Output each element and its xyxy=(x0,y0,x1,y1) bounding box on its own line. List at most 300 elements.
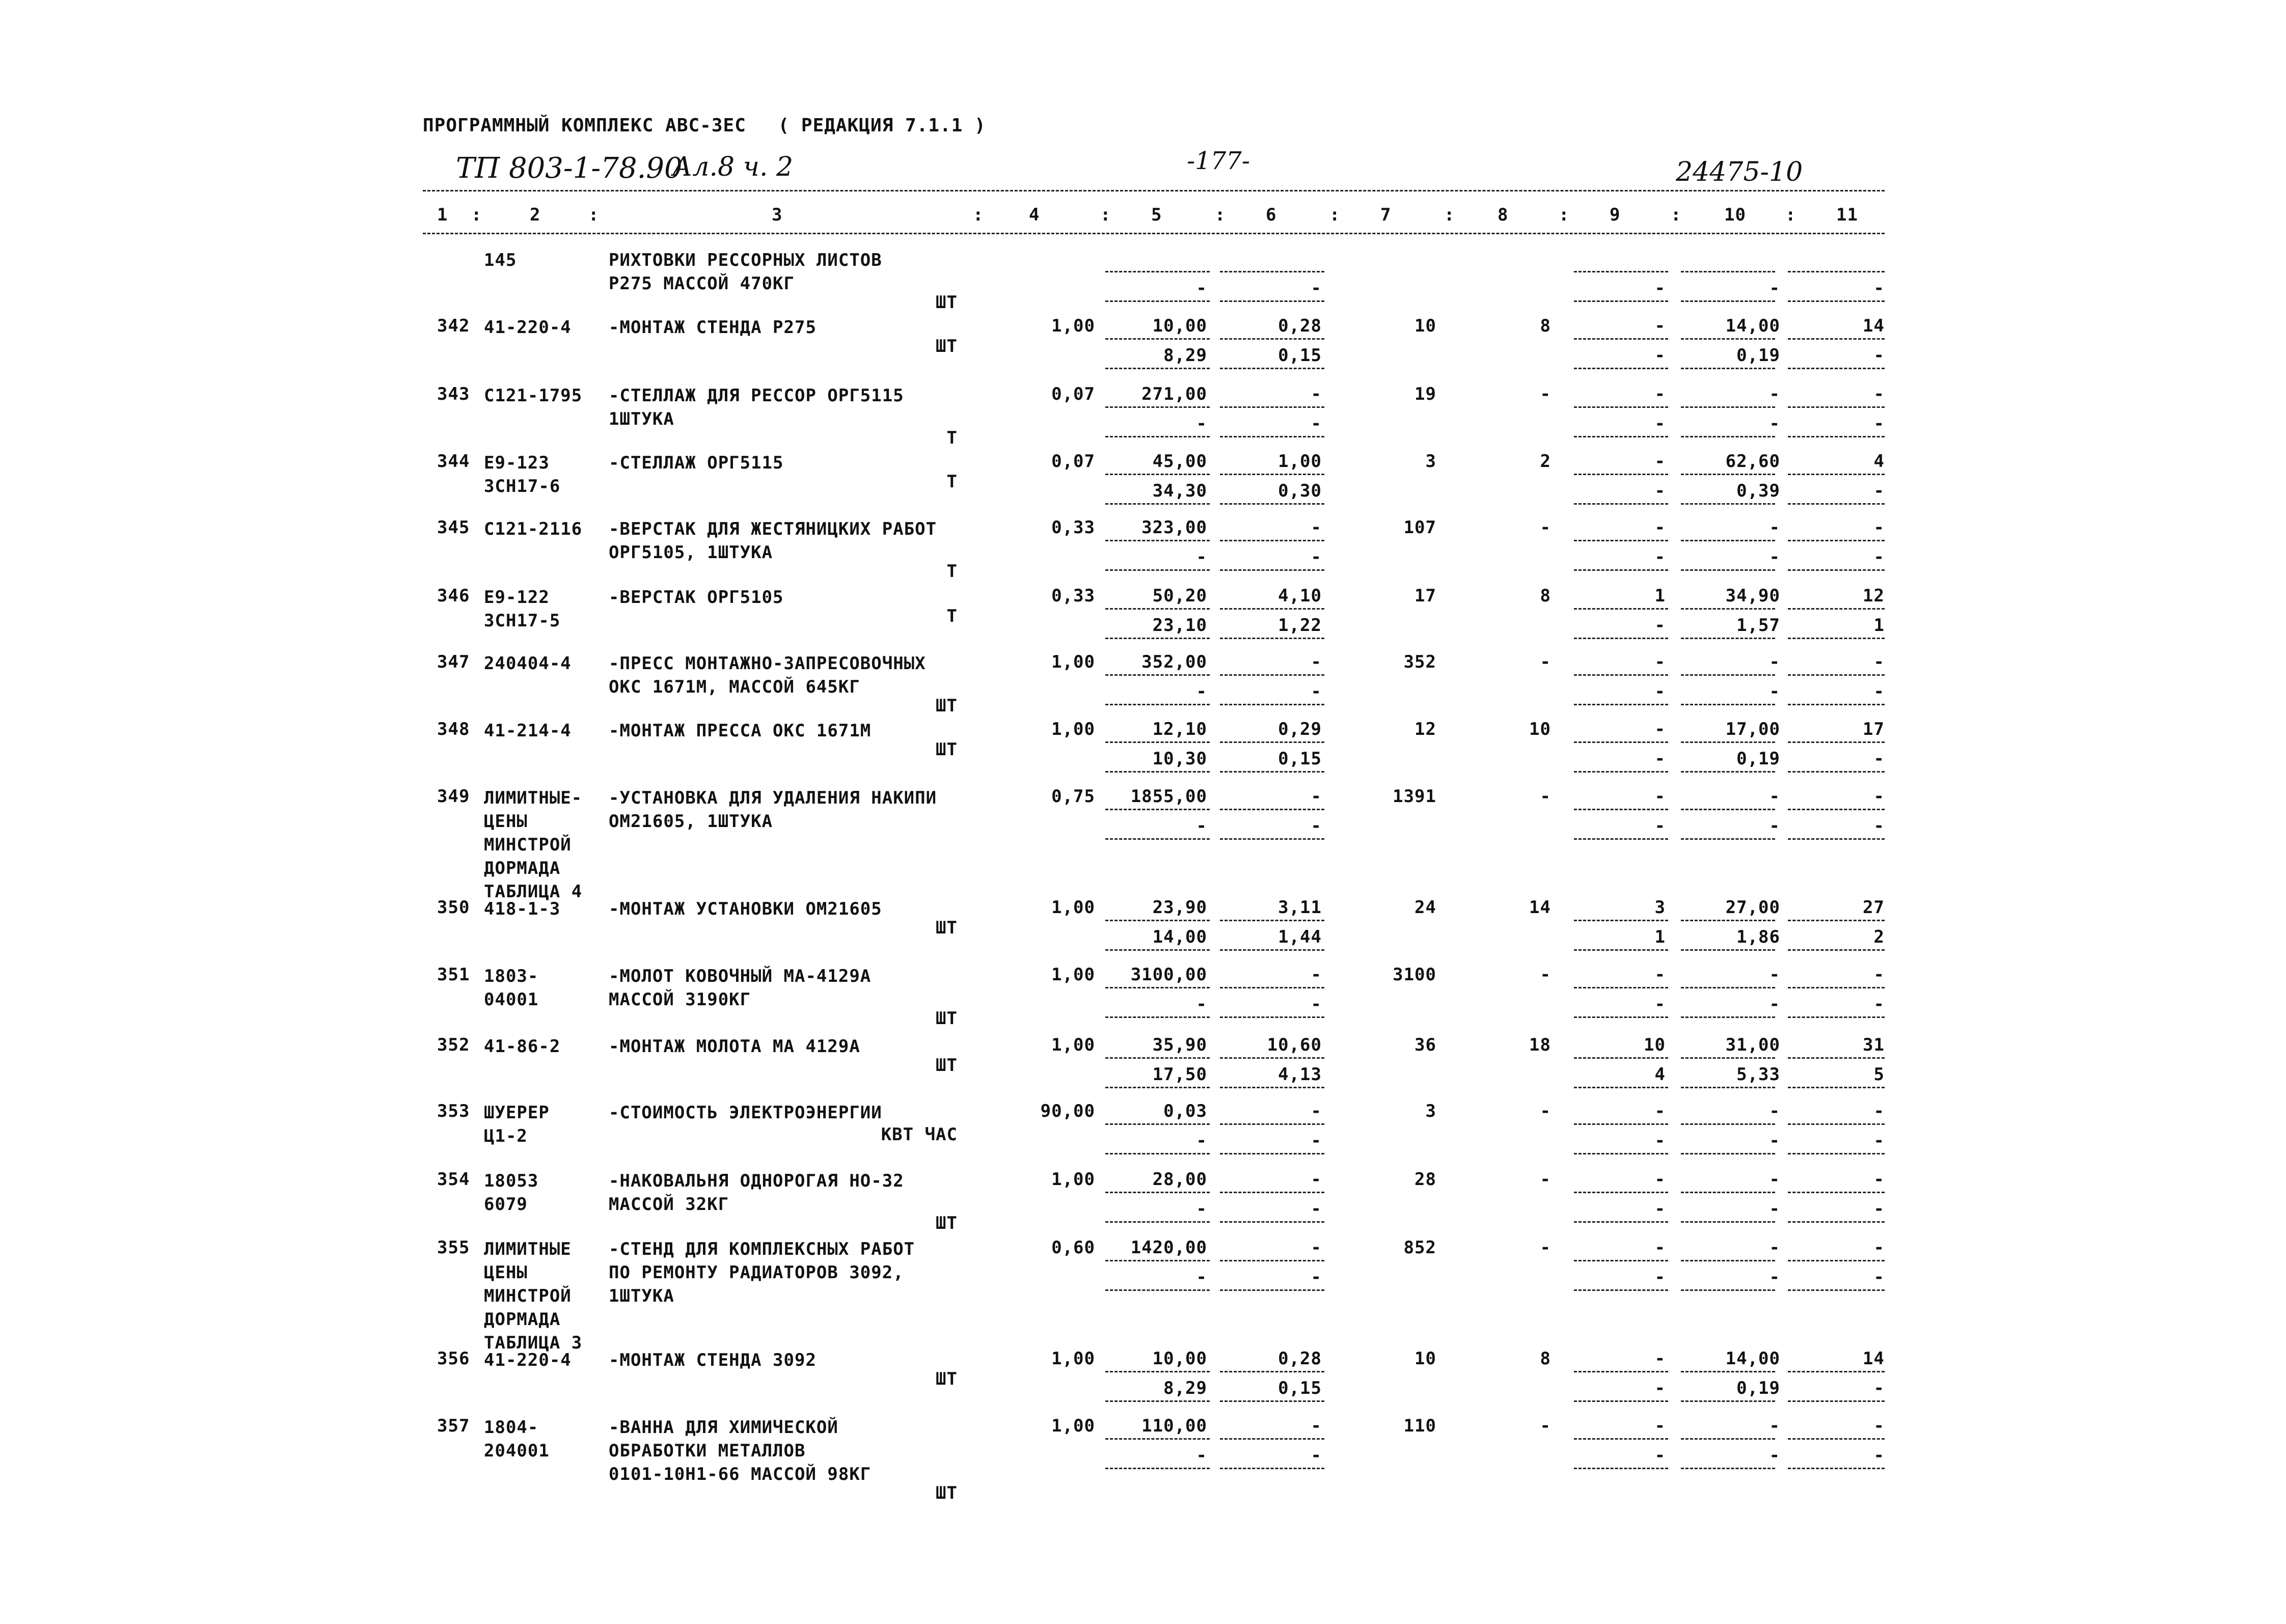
unit: Т xyxy=(946,561,958,582)
divider-line xyxy=(1788,503,1885,505)
item-code xyxy=(484,719,572,742)
divider-line xyxy=(1574,338,1668,340)
divider-line xyxy=(1105,741,1210,743)
col-7-value: 12 xyxy=(1414,719,1436,739)
item-name xyxy=(609,1416,871,1486)
col-11-secondary: - xyxy=(1873,481,1885,501)
col-10-secondary: 5,33 xyxy=(1736,1064,1780,1085)
col-9-value: - xyxy=(1654,517,1666,538)
col-10-secondary: - xyxy=(1769,278,1780,298)
col-sep: : xyxy=(1444,205,1455,225)
item-code xyxy=(484,384,582,407)
divider-line xyxy=(1105,1468,1210,1469)
divider-line xyxy=(1220,741,1324,743)
divider-line xyxy=(1105,949,1210,951)
item-name-line: -СТЕЛЛАЖ ДЛЯ РЕССОР ОРГ5115 xyxy=(609,386,904,406)
quantity: 1,00 xyxy=(1051,1416,1095,1436)
col-9-secondary: - xyxy=(1654,414,1666,434)
col-5-value: 50,20 xyxy=(1152,586,1207,606)
col-8-value: - xyxy=(1540,652,1551,672)
col-9-value: - xyxy=(1654,1348,1666,1369)
divider-line xyxy=(1105,368,1210,369)
divider-line xyxy=(1788,1057,1885,1059)
unit: ШТ xyxy=(936,1483,958,1503)
divider-line xyxy=(1220,436,1324,437)
item-code xyxy=(484,586,560,632)
divider-line xyxy=(1574,1123,1668,1125)
col-11-value: 27 xyxy=(1863,897,1885,918)
item-code-line: 145 xyxy=(484,250,517,270)
divider-line xyxy=(1681,838,1775,840)
unit: Т xyxy=(946,472,958,492)
item-name-line: -СТЕЛЛАЖ ОРГ5115 xyxy=(609,453,784,473)
col-7-value: 10 xyxy=(1414,316,1436,336)
divider-line xyxy=(1574,1371,1668,1372)
col-7-value: 110 xyxy=(1403,1416,1436,1436)
col-10-value: 14,00 xyxy=(1725,316,1780,336)
col-9-value: - xyxy=(1654,786,1666,807)
col-10-secondary: 0,19 xyxy=(1736,749,1780,769)
col-9-secondary: 4 xyxy=(1654,1064,1666,1085)
divider-line xyxy=(1105,436,1210,437)
divider-line xyxy=(1105,771,1210,773)
col-7-value: 36 xyxy=(1414,1035,1436,1055)
divider-line xyxy=(1574,1289,1668,1291)
col-5-value: 352,00 xyxy=(1141,652,1207,672)
divider-line xyxy=(1681,638,1775,639)
divider-line xyxy=(1788,920,1885,921)
col-10-value: 14,00 xyxy=(1725,1348,1780,1369)
item-name-line: ОМ21605, 1ШТУКА xyxy=(609,811,773,832)
col-6-secondary: 1,22 xyxy=(1278,615,1322,636)
col-11-value: 17 xyxy=(1863,719,1885,739)
col-9-value: - xyxy=(1654,965,1666,985)
divider-line xyxy=(1681,1016,1775,1018)
divider-line xyxy=(1574,300,1668,302)
col-8-value: 8 xyxy=(1540,316,1551,336)
divider-line xyxy=(1220,1192,1324,1193)
col-6-secondary: - xyxy=(1311,278,1322,298)
item-name xyxy=(609,1237,915,1308)
divider-line xyxy=(1788,1087,1885,1088)
col-7-value: 3100 xyxy=(1393,965,1436,985)
col-8-value: 14 xyxy=(1529,897,1551,918)
item-name xyxy=(609,719,871,742)
quantity: 1,00 xyxy=(1051,1348,1095,1369)
item-code-line: МИНСТРОЙ xyxy=(484,1286,572,1306)
unit: ШТ xyxy=(936,1213,958,1233)
divider-line xyxy=(1681,608,1775,610)
col-10-value: - xyxy=(1769,1101,1780,1121)
divider-line xyxy=(1105,1057,1210,1059)
unit: КВТ ЧАС xyxy=(881,1124,958,1145)
divider-line xyxy=(1220,540,1324,541)
divider-line xyxy=(1574,949,1668,951)
col-sep: : xyxy=(588,205,600,225)
col-8: 8 xyxy=(1498,205,1509,225)
col-10-secondary: - xyxy=(1769,414,1780,434)
col-5-value: 3100,00 xyxy=(1130,965,1207,985)
divider-line xyxy=(1220,674,1324,676)
divider-line xyxy=(1105,271,1210,272)
divider-line xyxy=(1574,1192,1668,1193)
divider-line xyxy=(1788,1153,1885,1154)
quantity: 1,00 xyxy=(1051,1169,1095,1190)
col-8-value: - xyxy=(1540,517,1551,538)
item-name-line: -ПРЕСС МОНТАЖНО-ЗАПРЕСОВОЧНЫХ xyxy=(609,653,926,674)
col-7-value: 3 xyxy=(1425,451,1436,472)
col-9-secondary: - xyxy=(1654,1267,1666,1287)
divider-line xyxy=(1220,1438,1324,1440)
item-code xyxy=(484,897,560,921)
col-11-secondary: - xyxy=(1873,681,1885,702)
divider-line xyxy=(1681,920,1775,921)
divider-line xyxy=(1788,436,1885,437)
item-name xyxy=(609,1101,882,1124)
quantity: 0,07 xyxy=(1051,384,1095,404)
row-number: 349 xyxy=(437,786,470,807)
col-11-secondary: - xyxy=(1873,345,1885,366)
col-5-secondary: - xyxy=(1196,1267,1207,1287)
col-6-secondary: - xyxy=(1311,1445,1322,1466)
divider-line xyxy=(1574,271,1668,272)
col-11-value: - xyxy=(1873,965,1885,985)
divider-line xyxy=(1788,1192,1885,1193)
col-11-secondary: 1 xyxy=(1873,615,1885,636)
col-10-secondary: - xyxy=(1769,1445,1780,1466)
divider-line xyxy=(1788,1371,1885,1372)
divider-line xyxy=(1788,1123,1885,1125)
divider-line xyxy=(1681,1221,1775,1223)
unit: ШТ xyxy=(936,336,958,356)
divider-line xyxy=(1788,1260,1885,1261)
col-5-value: 10,00 xyxy=(1152,316,1207,336)
col-11-secondary: - xyxy=(1873,749,1885,769)
item-name xyxy=(609,316,817,339)
divider-line xyxy=(1220,271,1324,272)
quantity: 1,00 xyxy=(1051,719,1095,739)
divider-line xyxy=(1105,569,1210,571)
divider-line xyxy=(1105,704,1210,705)
col-8-value: - xyxy=(1540,786,1551,807)
item-name xyxy=(609,586,784,609)
item-name xyxy=(609,652,926,699)
item-code xyxy=(484,1169,538,1216)
col-11-secondary: - xyxy=(1873,1445,1885,1466)
divider-line xyxy=(1220,406,1324,408)
col-7-value: 19 xyxy=(1414,384,1436,404)
divider-line xyxy=(1574,674,1668,676)
unit: Т xyxy=(946,606,958,626)
item-name-line: МАССОЙ 32КГ xyxy=(609,1194,729,1215)
unit: ШТ xyxy=(936,1008,958,1029)
divider-line xyxy=(1574,741,1668,743)
unit: Т xyxy=(946,428,958,448)
col-1: 1 xyxy=(437,205,448,225)
unit: ШТ xyxy=(936,918,958,938)
col-9-value: - xyxy=(1654,384,1666,404)
col-9-value: - xyxy=(1654,719,1666,739)
divider-line xyxy=(1105,638,1210,639)
col-10-value: 27,00 xyxy=(1725,897,1780,918)
col-5-value: 10,00 xyxy=(1152,1348,1207,1369)
item-name-line: -ВАННА ДЛЯ ХИМИЧЕСКОЙ xyxy=(609,1417,838,1438)
item-code-line: Е9-122 xyxy=(484,587,550,608)
divider-line xyxy=(1681,300,1775,302)
col-10-value: 31,00 xyxy=(1725,1035,1780,1055)
divider-line xyxy=(1105,920,1210,921)
col-9-value: - xyxy=(1654,652,1666,672)
item-name xyxy=(609,249,882,295)
item-code-line: С121-1795 xyxy=(484,386,583,406)
item-name-line: ПО РЕМОНТУ РАДИАТОРОВ 3092, xyxy=(609,1262,904,1283)
row-number: 351 xyxy=(437,965,470,985)
col-sep: : xyxy=(1559,205,1570,225)
col-5-secondary: - xyxy=(1196,681,1207,702)
col-8-value: - xyxy=(1540,384,1551,404)
divider-line xyxy=(1788,741,1885,743)
col-8-value: 18 xyxy=(1529,1035,1551,1055)
divider-line xyxy=(1574,1221,1668,1223)
col-7-value: 3 xyxy=(1425,1101,1436,1121)
divider-line xyxy=(1788,608,1885,610)
divider-line xyxy=(1574,1057,1668,1059)
divider-line xyxy=(1574,638,1668,639)
divider-line xyxy=(1574,436,1668,437)
divider-line xyxy=(1105,474,1210,475)
divider-line xyxy=(1788,838,1885,840)
col-10-secondary: - xyxy=(1769,1131,1780,1151)
divider-line xyxy=(1788,987,1885,988)
col-11-value: - xyxy=(1873,384,1885,404)
col-10-value: 34,90 xyxy=(1725,586,1780,606)
col-9: 9 xyxy=(1610,205,1621,225)
divider-line xyxy=(1681,674,1775,676)
divider-line xyxy=(1105,809,1210,810)
divider-line xyxy=(1105,838,1210,840)
col-6-value: 0,28 xyxy=(1278,1348,1322,1369)
col-5-value: 45,00 xyxy=(1152,451,1207,472)
divider-line xyxy=(1574,569,1668,571)
divider-line xyxy=(1220,1087,1324,1088)
row-number: 348 xyxy=(437,719,470,739)
divider-line xyxy=(1220,704,1324,705)
divider-line xyxy=(1681,474,1775,475)
divider-line xyxy=(1788,271,1885,272)
divider-line xyxy=(1681,569,1775,571)
col-sep: : xyxy=(1671,205,1682,225)
item-name xyxy=(609,1169,904,1216)
divider-line xyxy=(1681,368,1775,369)
divider-line xyxy=(1220,920,1324,921)
item-name-line: -СТЕНД ДЛЯ КОМПЛЕКСНЫХ РАБОТ xyxy=(609,1239,915,1259)
quantity: 0,75 xyxy=(1051,786,1095,807)
col-sep: : xyxy=(1329,205,1341,225)
col-6-value: - xyxy=(1311,965,1322,985)
col-5-secondary: - xyxy=(1196,1445,1207,1466)
col-6-value: 0,29 xyxy=(1278,719,1322,739)
divider-line xyxy=(1681,1400,1775,1402)
col-6-secondary: - xyxy=(1311,681,1322,702)
divider-line xyxy=(1105,608,1210,610)
col-6-secondary: 0,30 xyxy=(1278,481,1322,501)
quantity: 1,00 xyxy=(1051,1035,1095,1055)
col-11-value: 4 xyxy=(1873,451,1885,472)
col-6-secondary: - xyxy=(1311,816,1322,836)
item-name-line: -МОНТАЖ СТЕНДА Р275 xyxy=(609,317,817,338)
item-code-line: 41-220-4 xyxy=(484,317,572,338)
col-5-value: 110,00 xyxy=(1141,1416,1207,1436)
col-9-secondary: - xyxy=(1654,681,1666,702)
col-11-secondary: - xyxy=(1873,994,1885,1014)
col-6-secondary: - xyxy=(1311,1199,1322,1219)
divider-line xyxy=(1574,771,1668,773)
item-code xyxy=(484,965,538,1011)
col-5-secondary: 14,00 xyxy=(1152,927,1207,947)
divider-line xyxy=(1105,1438,1210,1440)
item-code xyxy=(484,451,560,498)
divider-line xyxy=(1220,1468,1324,1469)
row-number: 347 xyxy=(437,652,470,672)
item-code-line: ДОРМАДА xyxy=(484,1309,561,1330)
doc-code: ТП 803-1-78.90 xyxy=(456,152,683,185)
col-10: 10 xyxy=(1724,205,1746,225)
item-code xyxy=(484,1416,550,1463)
col-6-value: - xyxy=(1311,1237,1322,1258)
col-6-value: - xyxy=(1311,786,1322,807)
col-5-value: 0,03 xyxy=(1163,1101,1207,1121)
edition-label: ( РЕДАКЦИЯ 7.1.1 ) xyxy=(778,115,986,136)
item-code-line: Е9-123 xyxy=(484,453,550,473)
divider-line xyxy=(1220,638,1324,639)
col-5-secondary: 8,29 xyxy=(1163,345,1207,366)
row-number: 356 xyxy=(437,1348,470,1369)
col-9-secondary: - xyxy=(1654,345,1666,366)
divider-line xyxy=(1681,1123,1775,1125)
col-11-value: - xyxy=(1873,1101,1885,1121)
item-code-line: 18053 xyxy=(484,1171,539,1191)
divider-line xyxy=(1105,540,1210,541)
item-code xyxy=(484,1348,572,1372)
item-name xyxy=(609,965,871,1011)
item-name-line: -СТОИМОСТЬ ЭЛЕКТРОЭНЕРГИИ xyxy=(609,1103,882,1123)
divider-line xyxy=(1574,1438,1668,1440)
col-10-secondary: - xyxy=(1769,994,1780,1014)
divider-line xyxy=(1220,1016,1324,1018)
col-9-secondary: - xyxy=(1654,615,1666,636)
divider-line xyxy=(1574,1468,1668,1469)
item-code xyxy=(484,517,582,541)
item-name-line: 0101-10Н1-66 МАССОЙ 98КГ xyxy=(609,1464,872,1484)
divider-line xyxy=(1105,1016,1210,1018)
col-8-value: 2 xyxy=(1540,451,1551,472)
divider-line xyxy=(1574,920,1668,921)
col-11-value: - xyxy=(1873,1416,1885,1436)
col-11-value: - xyxy=(1873,1169,1885,1190)
divider-line xyxy=(1574,704,1668,705)
divider-line xyxy=(1574,809,1668,810)
item-name xyxy=(609,1035,860,1058)
col-11-value: 12 xyxy=(1863,586,1885,606)
divider-line xyxy=(1105,1260,1210,1261)
divider-line xyxy=(1681,406,1775,408)
divider-line xyxy=(1220,809,1324,810)
item-code-line: 41-214-4 xyxy=(484,721,572,741)
col-11-value: 31 xyxy=(1863,1035,1885,1055)
program-title xyxy=(423,115,986,136)
col-6-secondary: - xyxy=(1311,547,1322,567)
col-11-secondary: - xyxy=(1873,278,1885,298)
col-9-value: 1 xyxy=(1654,586,1666,606)
col-9-secondary: - xyxy=(1654,278,1666,298)
divider-line xyxy=(1681,1192,1775,1193)
col-11-value: - xyxy=(1873,652,1885,672)
col-5: 5 xyxy=(1151,205,1162,225)
col-10-value: 17,00 xyxy=(1725,719,1780,739)
col-8-value: - xyxy=(1540,965,1551,985)
col-sep: : xyxy=(1100,205,1111,225)
divider-line xyxy=(1681,1468,1775,1469)
col-9-value: - xyxy=(1654,1237,1666,1258)
divider-line xyxy=(1105,1192,1210,1193)
item-code-line: ТАБЛИЦА 3 xyxy=(484,1333,583,1353)
col-10-secondary: 0,19 xyxy=(1736,345,1780,366)
item-name xyxy=(609,786,937,833)
item-code-line: ЦЕНЫ xyxy=(484,811,528,832)
col-11-secondary: - xyxy=(1873,1131,1885,1151)
col-10-secondary: 1,86 xyxy=(1736,927,1780,947)
col-6-secondary: 0,15 xyxy=(1278,1378,1322,1398)
col-9-secondary: - xyxy=(1654,749,1666,769)
col-4: 4 xyxy=(1029,205,1040,225)
item-name-line: -МОНТАЖ УСТАНОВКИ ОМ21605 xyxy=(609,899,882,919)
divider-line xyxy=(1574,1016,1668,1018)
col-11-value: - xyxy=(1873,517,1885,538)
col-3: 3 xyxy=(772,205,783,225)
divider-line xyxy=(1220,987,1324,988)
quantity: 0,07 xyxy=(1051,451,1095,472)
col-9-secondary: - xyxy=(1654,1131,1666,1151)
col-8-value: 10 xyxy=(1529,719,1551,739)
col-6-value: 3,11 xyxy=(1278,897,1322,918)
divider-line xyxy=(1788,1016,1885,1018)
col-9-value: - xyxy=(1654,451,1666,472)
item-name xyxy=(609,1348,817,1372)
divider-line xyxy=(1574,368,1668,369)
divider-line xyxy=(1681,338,1775,340)
divider-line xyxy=(1220,1221,1324,1223)
col-11-secondary: - xyxy=(1873,1267,1885,1287)
col-10-secondary: - xyxy=(1769,681,1780,702)
col-9-value: - xyxy=(1654,1169,1666,1190)
item-name-line: -ВЕРСТАК ДЛЯ ЖЕСТЯНИЦКИХ РАБОТ xyxy=(609,519,937,539)
row-number: 353 xyxy=(437,1101,470,1121)
program-name: ПРОГРАММНЫЙ КОМПЛЕКС АВС-ЗЕС xyxy=(423,115,746,136)
col-5-secondary: - xyxy=(1196,414,1207,434)
divider-line xyxy=(1574,987,1668,988)
col-7-value: 24 xyxy=(1414,897,1436,918)
divider-line xyxy=(1681,1371,1775,1372)
item-name xyxy=(609,384,904,431)
col-10-value: - xyxy=(1769,384,1780,404)
col-2: 2 xyxy=(530,205,541,225)
divider-line xyxy=(1681,1260,1775,1261)
col-10-secondary: - xyxy=(1769,816,1780,836)
col-10-secondary: - xyxy=(1769,1199,1780,1219)
divider-line xyxy=(1220,1371,1324,1372)
item-code-line: 240404-4 xyxy=(484,653,572,674)
col-9-value: 10 xyxy=(1644,1035,1666,1055)
